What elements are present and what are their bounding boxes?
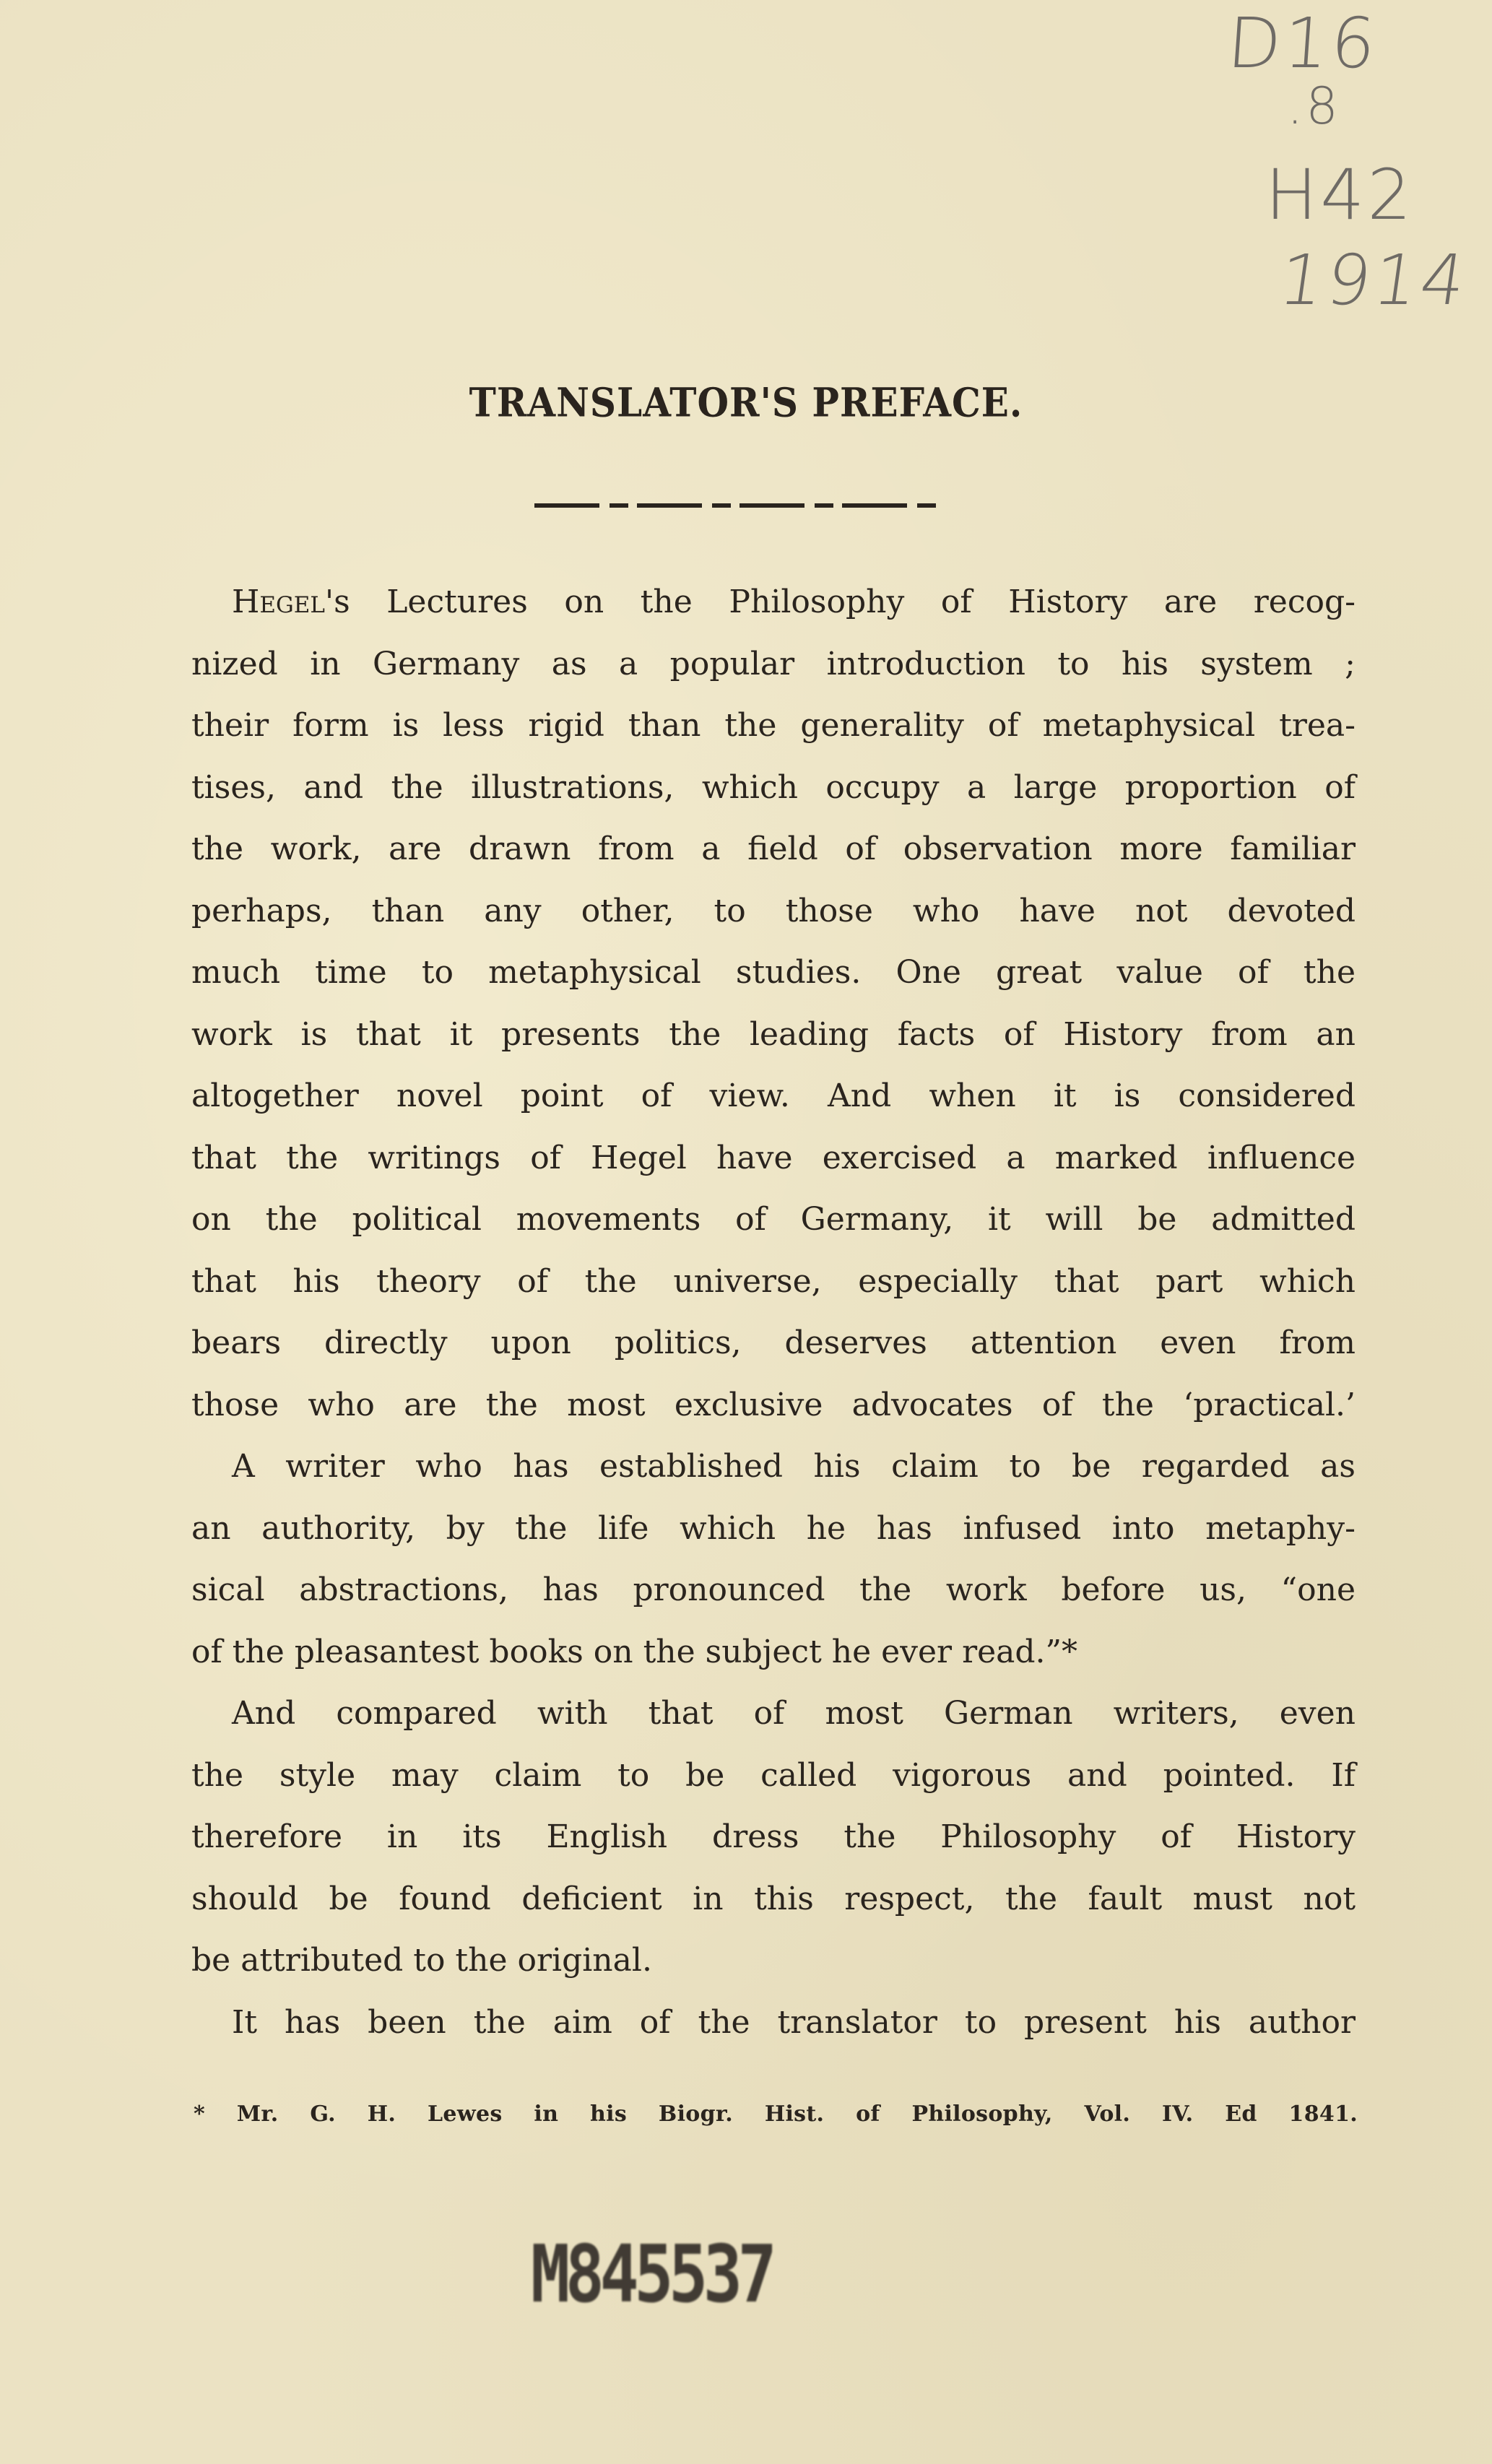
- call-number-line: .8: [1287, 77, 1341, 136]
- text-line: their form is less rigid than the generality of metaphysical trea-: [191, 707, 1356, 744]
- text-line: on the political movements of Germany, it will be admitted: [191, 1201, 1356, 1238]
- text-line: therefore in its English dress the Philosophy of History: [191, 1818, 1356, 1855]
- text-line: work is that it presents the leading facts of History from an: [191, 1015, 1356, 1053]
- footnote: * Mr. G. H. Lewes in his Biogr. Hist. of Philosophy, Vol. IV. Ed 1841.: [194, 2101, 1358, 2127]
- text-line: bears directly upon politics, deserves attention even from: [191, 1324, 1356, 1361]
- preface-body: [191, 571, 1356, 2053]
- drop-word: Hegel: [232, 584, 325, 620]
- library-stamp: M845537: [531, 2228, 773, 2320]
- call-number-line: D16: [1225, 3, 1381, 84]
- text-line: that the writings of Hegel have exercised a marked influence: [191, 1139, 1356, 1176]
- text-line: tises, and the illustrations, which occupy a large proportion of: [191, 768, 1356, 806]
- text-line: And compared with that of most German writers, even: [232, 1695, 1356, 1732]
- text-line: altogether novel point of view. And when it is considered: [191, 1077, 1356, 1114]
- call-number-line: 1914: [1274, 240, 1474, 321]
- text-line: an authority, by the life which he has infused into metaphy-: [191, 1509, 1356, 1547]
- text-line: sical abstractions, has pronounced the work before us, “one: [191, 1571, 1356, 1608]
- text-line: the style may claim to be called vigorous and pointed. If: [191, 1756, 1356, 1794]
- text-line: be attributed to the original.: [191, 1942, 652, 1979]
- text-line: that his theory of the universe, especially that part which: [191, 1262, 1356, 1300]
- text-line: much time to metaphysical studies. One great value of the: [191, 954, 1356, 991]
- decorative-rule: [534, 503, 939, 508]
- text-line: nized in Germany as a popular introduction to his system ;: [191, 645, 1356, 682]
- text-line: the work, are drawn from a field of observation more familiar: [191, 830, 1356, 867]
- text-line: It has been the aim of the translator to present his author: [232, 2003, 1356, 2041]
- text-line: of the pleasantest books on the subject he ever read.”*: [191, 1633, 1078, 1670]
- text-line: [191, 571, 1356, 633]
- text-line: perhaps, than any other, to those who have not devoted: [191, 892, 1356, 929]
- text-line: those who are the most exclusive advocates of the ‘practical.’: [191, 1386, 1356, 1423]
- page-title: TRANSLATOR'S PREFACE.: [469, 379, 1023, 426]
- text-line: A writer who has established his claim to be regarded as: [232, 1448, 1356, 1485]
- text-line: should be found deficient in this respect, the fault must not: [191, 1880, 1356, 1917]
- call-number-line: H42: [1265, 155, 1415, 235]
- text-line-rest: 's Lectures on the Philosophy of History are recog-: [324, 584, 1356, 620]
